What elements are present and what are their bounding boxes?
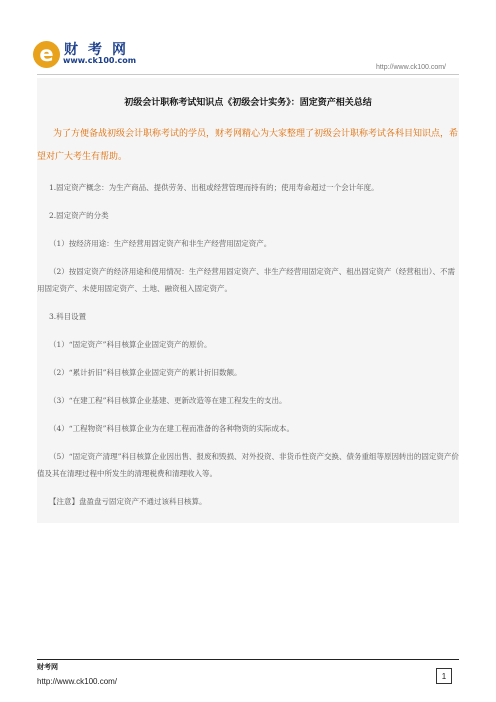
logo-mark-icon: e xyxy=(33,41,60,68)
header-divider xyxy=(37,74,459,75)
paragraph: （4）“工程物资”科目核算企业为在建工程而准备的各种物资的实际成本。 xyxy=(49,424,294,433)
footer-url-link[interactable]: http://www.ck100.com/ xyxy=(37,677,118,686)
paragraph: （5）“固定资产清理”科目核算企业因出售、报废和毁损、对外投资、非货币性资产交换、债务重组等原因转出的固定资产价值及其在清理过程中所发生的清理税费和清理收入等。 xyxy=(37,452,459,478)
footer-divider xyxy=(37,659,459,660)
note-paragraph: 【注意】盘盈盘亏固定资产不通过该科目核算。 xyxy=(49,497,207,506)
paragraph: 3.科目设置 xyxy=(49,312,87,321)
footer-site-name: 财考网 xyxy=(37,663,58,671)
paragraph: （1）“固定资产”科目核算企业固定资产的原价。 xyxy=(49,340,212,349)
page-number: 1 xyxy=(436,668,452,684)
paragraph: （1）按经济用途：生产经营用固定资产和非生产经营用固定资产。 xyxy=(49,239,272,248)
paragraph: （2）按固定资产的经济用途和使用情况：生产经营用固定资产、非生产经营用固定资产、租出固定资产（经营租出）、不需用固定资产、未使用固定资产、土地、融资租入固定资产。 xyxy=(37,267,456,293)
paragraph: （3）“在建工程”科目核算企业基建、更新改造等在建工程发生的支出。 xyxy=(49,396,287,405)
article-intro: 为了方便备战初级会计职称考试的学员，财考网精心为大家整理了初级会计职称考试各科目知识点，希望对广大考生有帮助。 xyxy=(37,129,459,162)
paragraph: 1.固定资产概念：为生产商品、提供劳务、出租或经营管理而持有的；使用寿命超过一个会计年度。 xyxy=(49,183,379,192)
header-url-link[interactable]: http://www.ck100.com/ xyxy=(375,64,446,71)
paragraph: （2）“累计折旧”科目核算企业固定资产的累计折旧数额。 xyxy=(49,368,242,377)
page-header xyxy=(0,0,496,80)
paragraph: 2.固定资产的分类 xyxy=(49,211,109,220)
logo-name: 财考网 xyxy=(64,42,136,58)
article-body xyxy=(37,78,459,523)
logo-url: www.ck100.com xyxy=(63,56,137,65)
site-logo[interactable] xyxy=(33,38,163,72)
article-title: 初级会计职称考试知识点《初级会计实务》：固定资产相关总结 xyxy=(124,98,372,108)
